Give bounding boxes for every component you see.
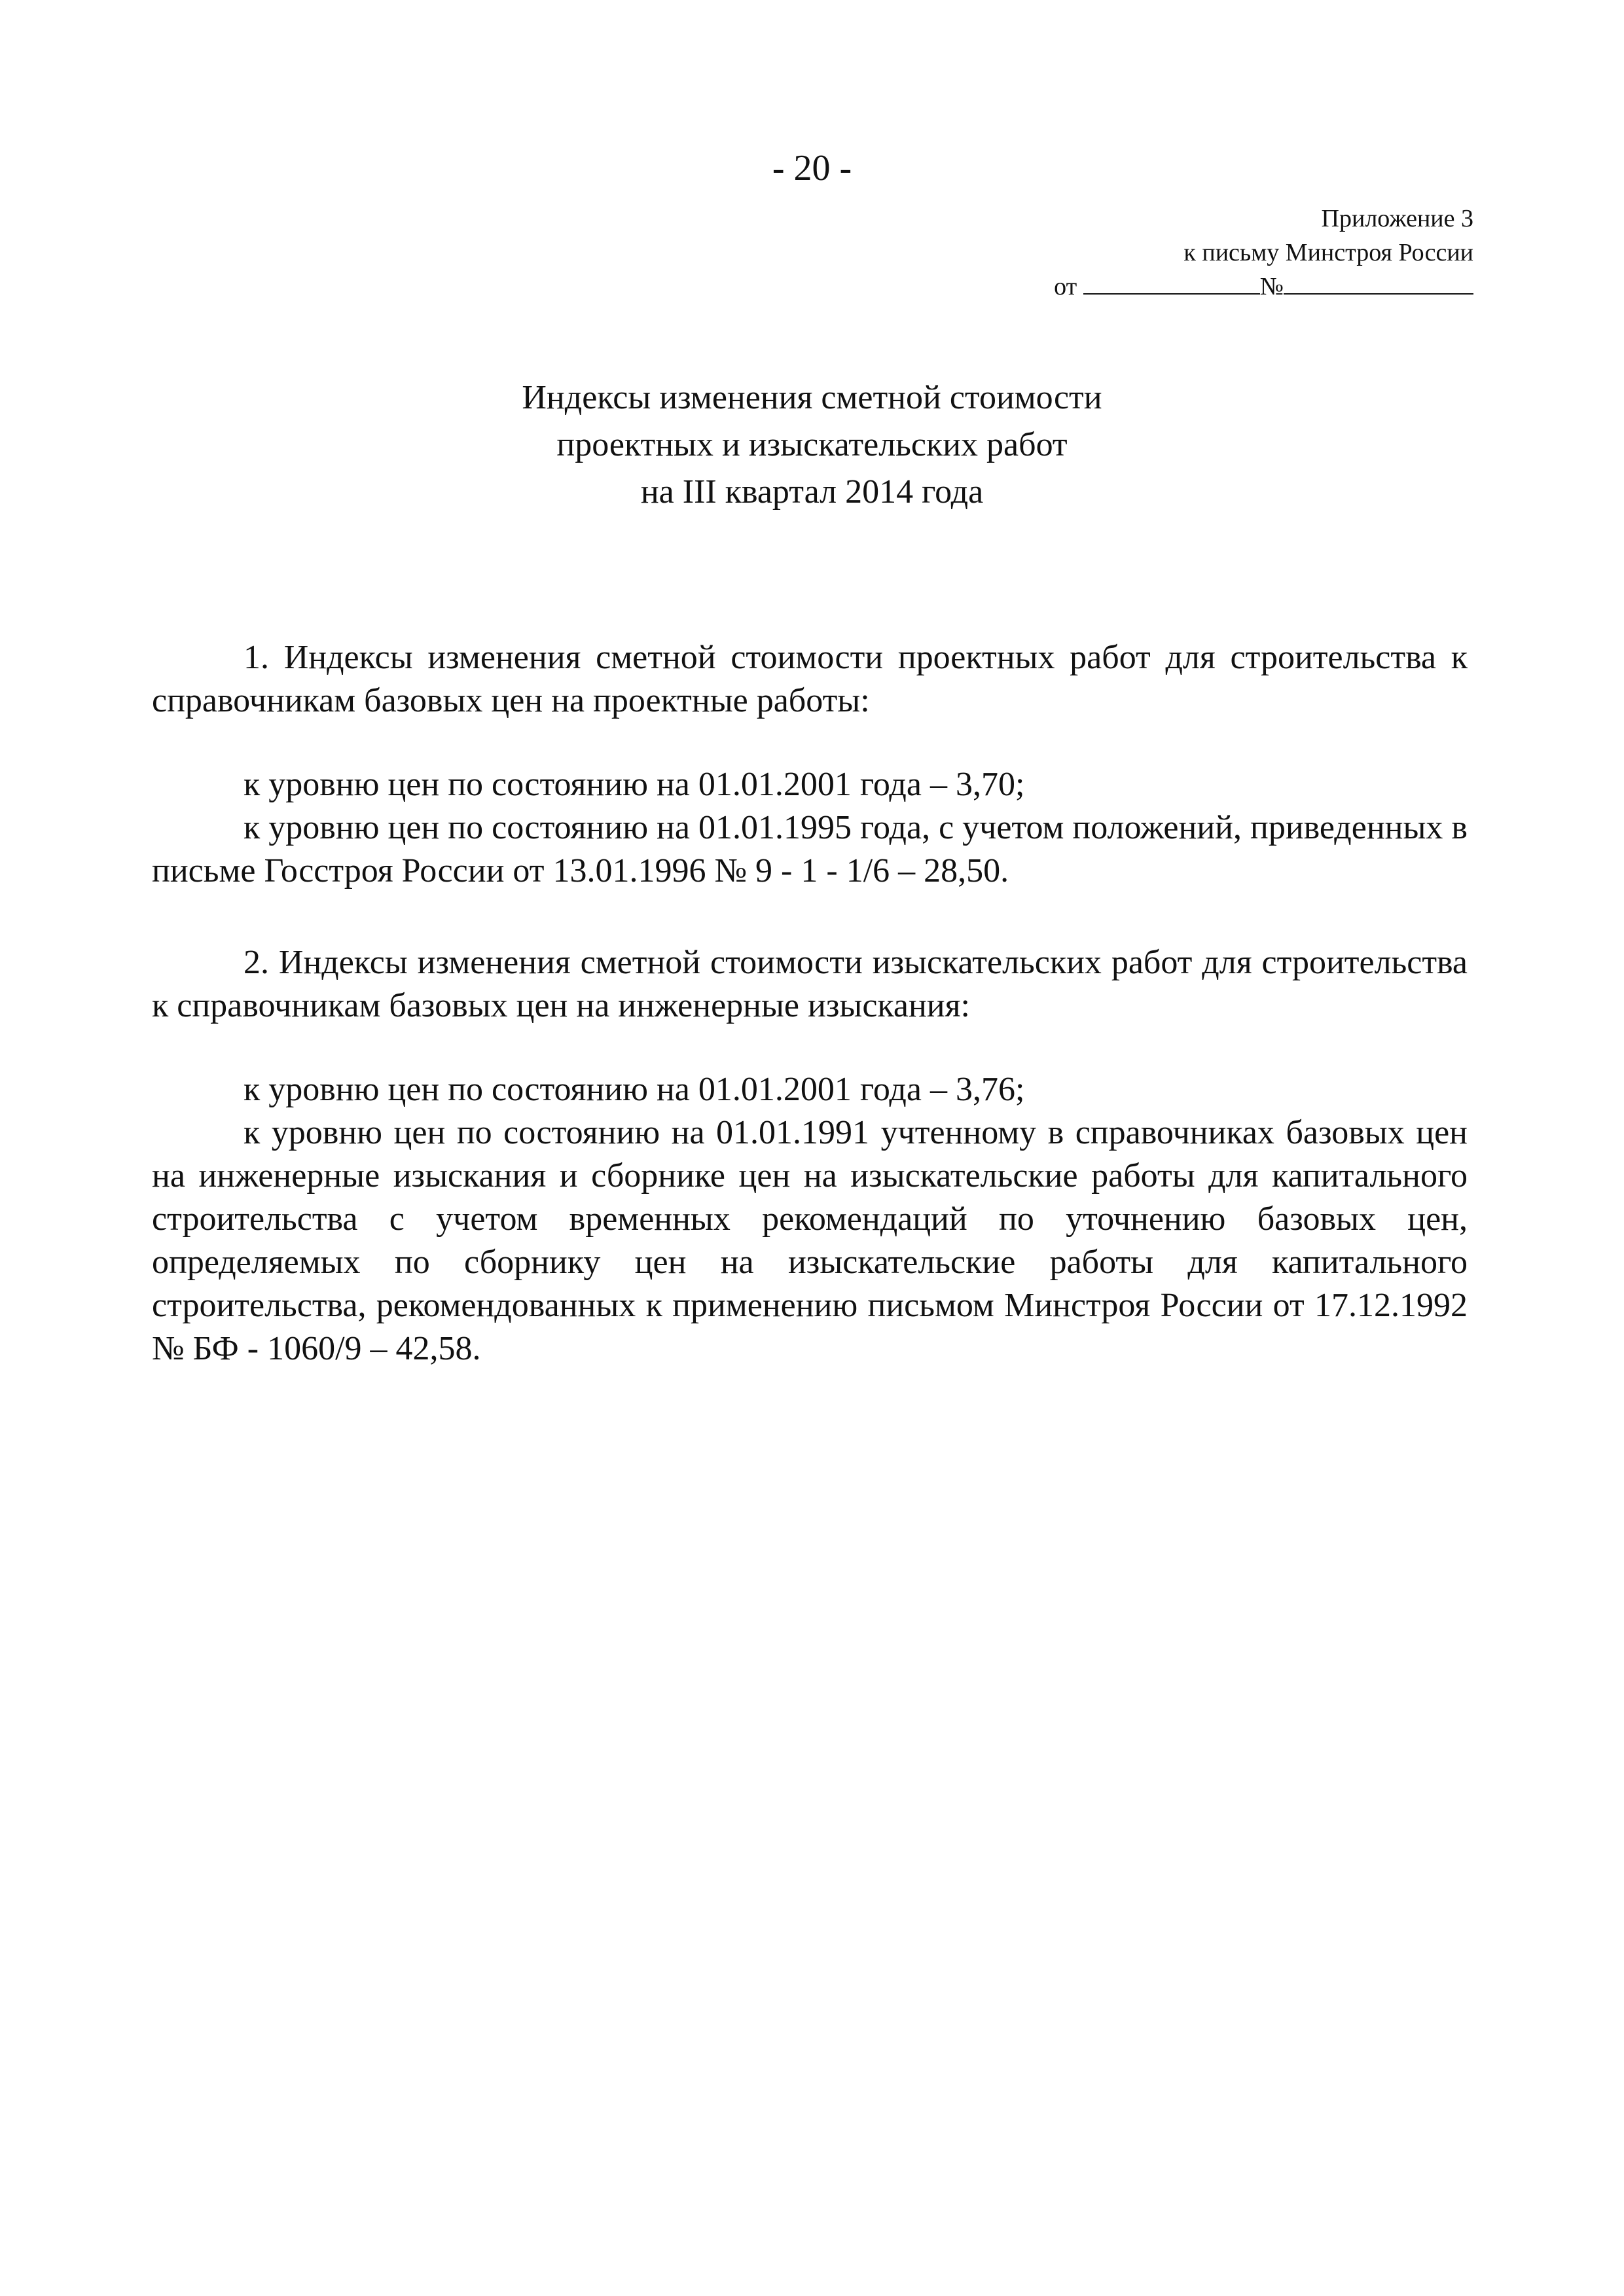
section-1-heading: 1. Индексы изменения сметной стоимости проектных работ для строительства к справочникам базовых цен на проектные работы: [152, 639, 1468, 719]
appendix-reference: к письму Минстроя России [1183, 239, 1473, 266]
section-2-items [152, 1068, 1468, 1371]
title-line-2: проектных и изыскательских работ [556, 426, 1068, 463]
section-1-heading-block [152, 636, 1468, 723]
appendix-title: Приложение 3 [1321, 205, 1473, 232]
section-1-item-1: к уровню цен по состоянию на 01.01.2001 года – 3,70; [244, 766, 1025, 803]
page-number: - 20 - [772, 148, 852, 188]
date-blank-field [1083, 271, 1260, 295]
document-title [0, 374, 1624, 516]
title-line-3: на III квартал 2014 года [640, 473, 984, 511]
section-2-heading: 2. Индексы изменения сметной стоимости изыскательских работ для строительства к справочникам базовых цен на инженерные изыскания: [152, 944, 1468, 1024]
section-1-items [152, 763, 1468, 893]
appendix-from-label: от [1054, 273, 1077, 300]
section-2-item-1: к уровню цен по состоянию на 01.01.2001 года – 3,76; [244, 1071, 1025, 1108]
number-blank-field [1284, 271, 1473, 295]
title-line-1: Индексы изменения сметной стоимости [522, 379, 1102, 416]
section-2-heading-block [152, 941, 1468, 1028]
section-2-item-2: к уровню цен по состоянию на 01.01.1991 учтенному в справочниках базовых цен на инженерные изыскания и сборнике цен на изыскательские работы для капитального строительства с учетом временных рекомендаций по уточнению базовых цен, определяемых по сборнику цен на изыскательские работы для капитального строительства, рекомендованных к применению письмом Минстроя России от 17.12.1992 № БФ - 1060/9 – 42,58. [152, 1114, 1468, 1367]
section-1-item-2: к уровню цен по состоянию на 01.01.1995 года, с учетом положений, приведенных в письме Госстроя России от 13.01.1996 № 9 - 1 - 1/6 – 28,50. [152, 809, 1468, 889]
appendix-header [1054, 202, 1473, 304]
appendix-date-number-line [1054, 270, 1473, 304]
appendix-number-sign: № [1259, 273, 1284, 300]
